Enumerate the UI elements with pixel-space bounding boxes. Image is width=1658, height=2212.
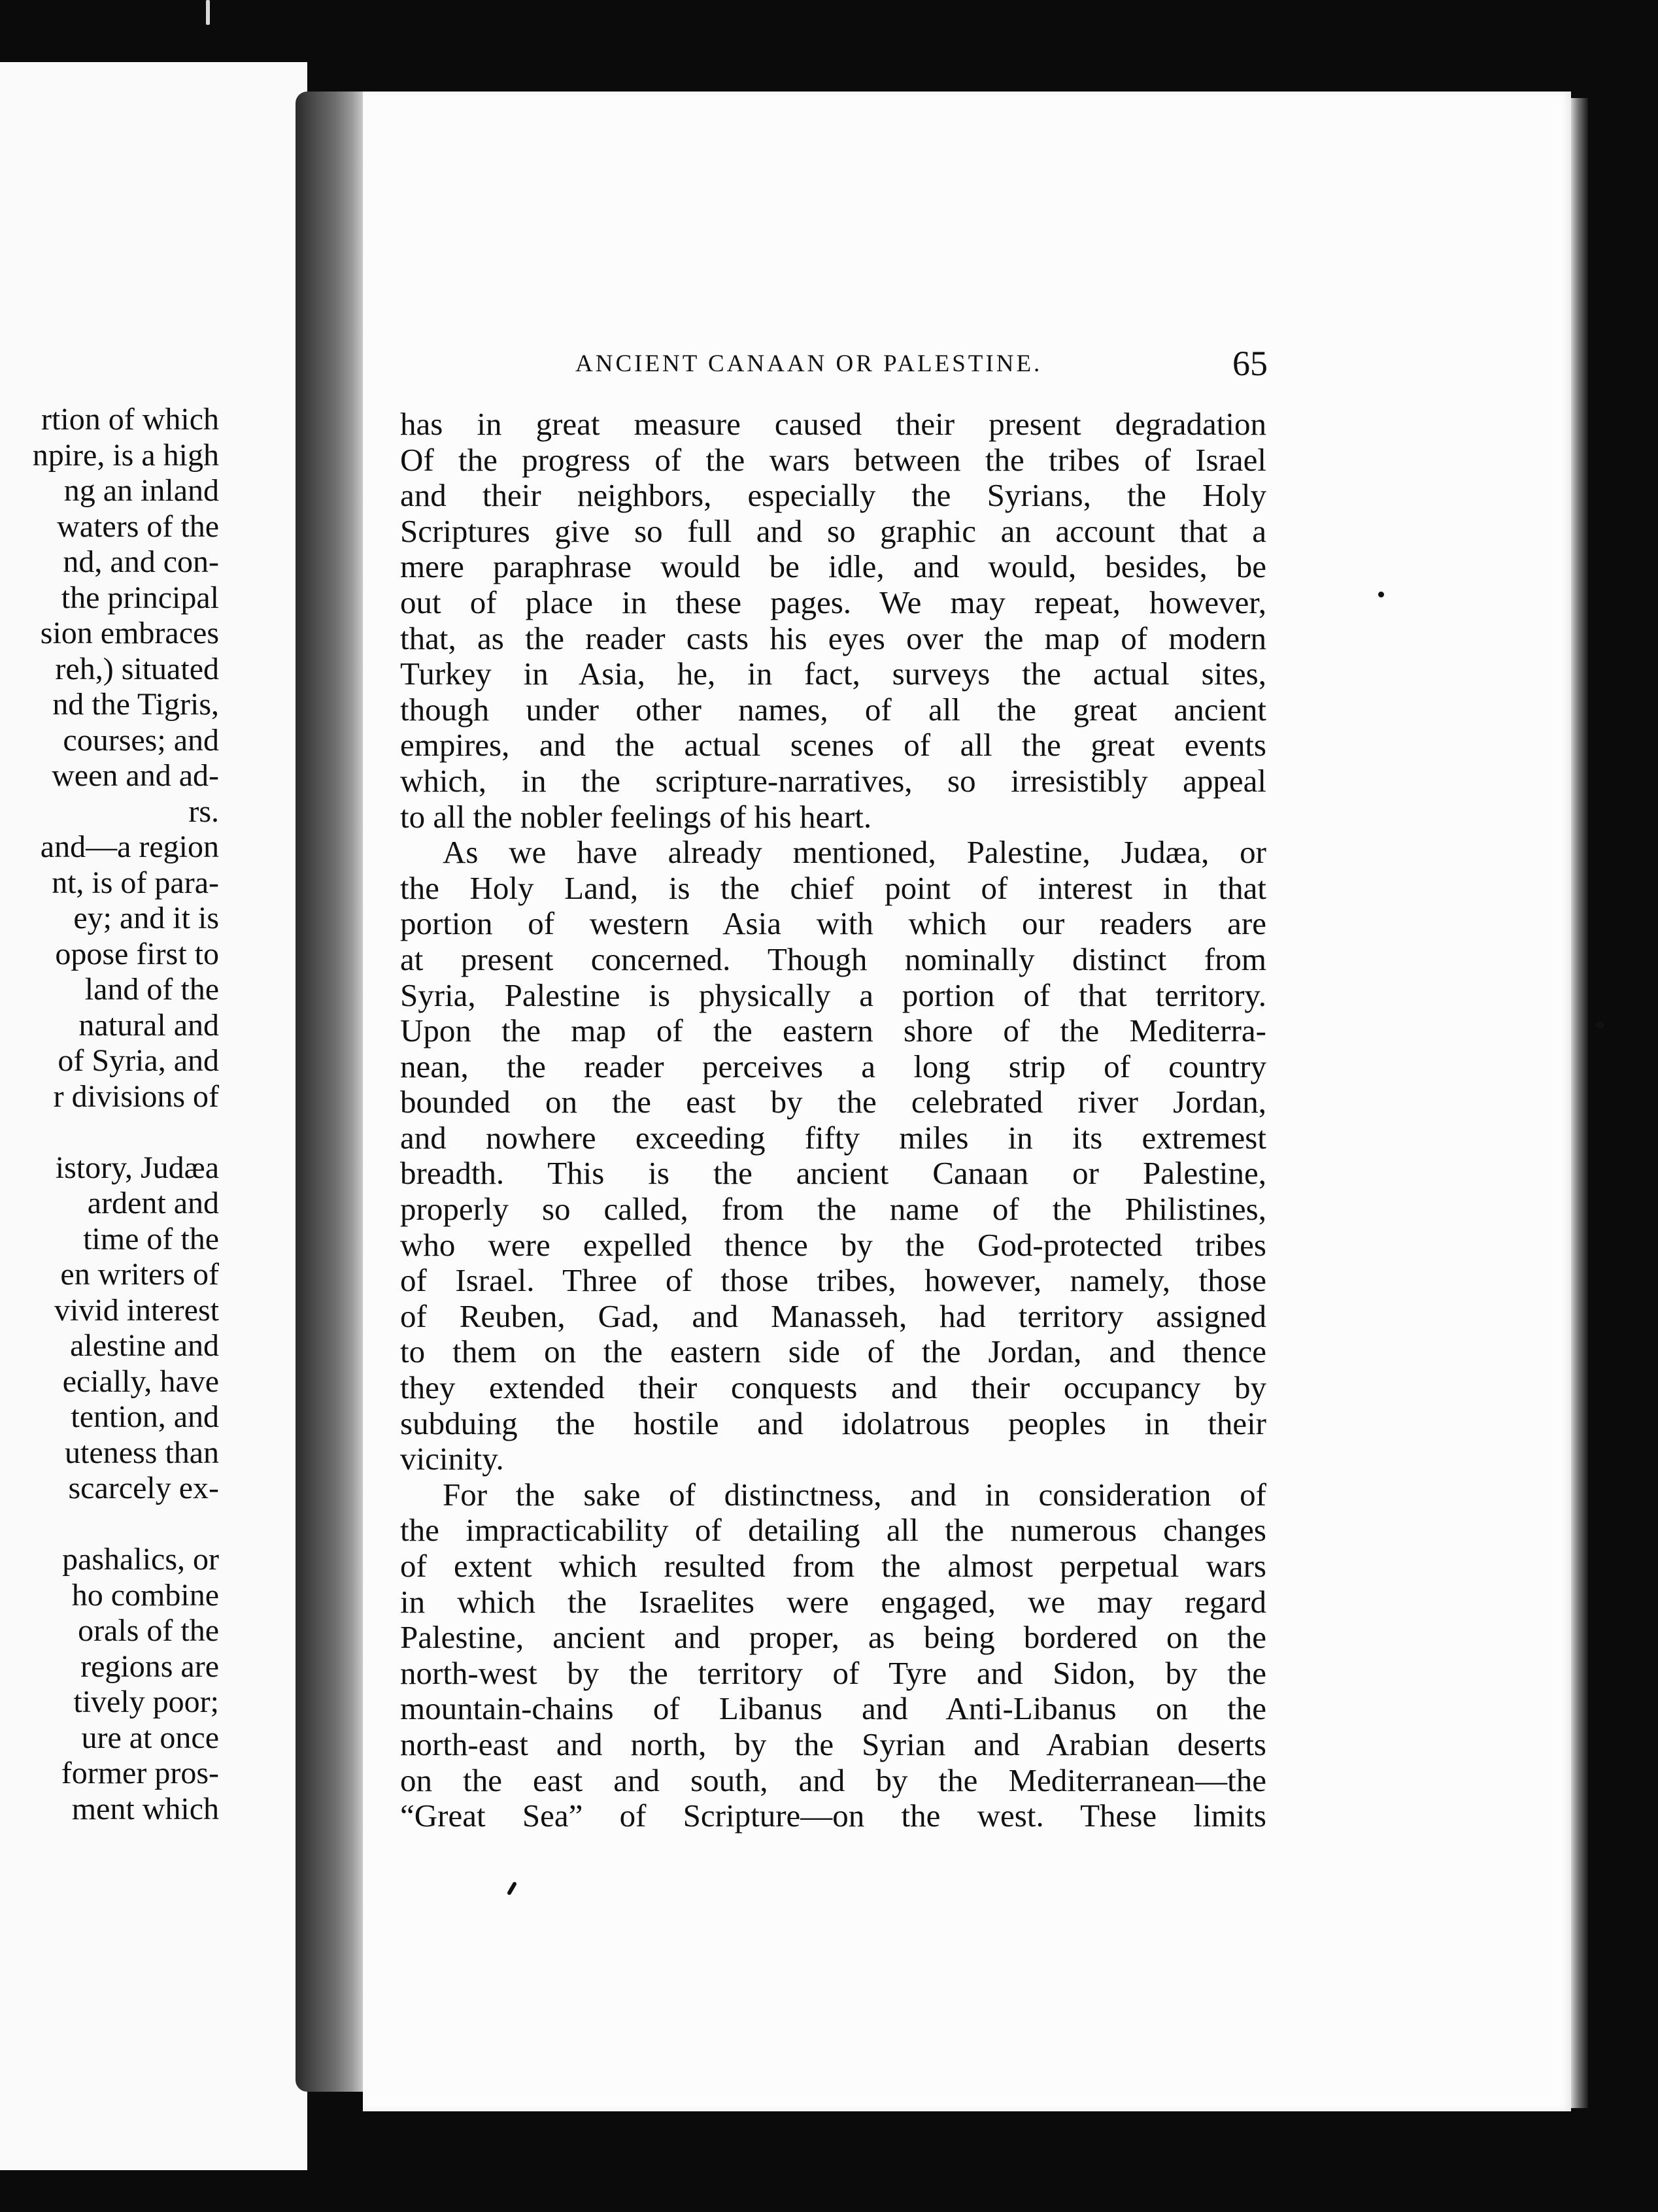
text-line: As we have already mentioned, Palestine, Judæa, or bbox=[443, 834, 1266, 871]
text-line: Upon the map of the eastern shore of the Mediterra- bbox=[400, 1013, 1266, 1049]
text-line: tively poor; bbox=[73, 1684, 219, 1719]
text-line: pashalics, or bbox=[62, 1542, 219, 1577]
text-line: at present concerned. Though nominally distinct from bbox=[400, 941, 1266, 977]
left-page bbox=[0, 62, 307, 2170]
text-line: though under other names, of all the great ancient bbox=[400, 691, 1266, 728]
text-line: of Syria, and bbox=[58, 1043, 219, 1078]
text-line: nt, is of para- bbox=[52, 865, 219, 900]
text-line: mere paraphrase would be idle, and would, besides, be bbox=[400, 548, 1266, 585]
text-line: in which the Israelites were engaged, we may regard bbox=[400, 1583, 1266, 1620]
text-line: ho combine bbox=[71, 1577, 219, 1613]
text-line: Syria, Palestine is physically a portion of that territory. bbox=[400, 977, 1266, 1013]
text-line: waters of the bbox=[57, 509, 219, 544]
text-line: former pros- bbox=[61, 1756, 219, 1790]
page-edge-shadow bbox=[1571, 98, 1588, 2108]
text-line: of Reuben, Gad, and Manasseh, had territory assigned bbox=[400, 1298, 1266, 1334]
text-line: opose first to bbox=[55, 936, 219, 971]
text-line: ardent and bbox=[87, 1186, 219, 1220]
text-line: and nowhere exceeding fifty miles in its extremest bbox=[400, 1119, 1266, 1156]
text-line: Palestine, ancient and proper, as being bordered on the bbox=[400, 1619, 1266, 1656]
text-line: on the east and south, and by the Mediterranean—the bbox=[400, 1762, 1266, 1798]
text-line: who were expelled thence by the God-protected tribes bbox=[400, 1226, 1266, 1263]
text-line: courses; and bbox=[63, 722, 219, 758]
text-line: portion of western Asia with which our readers are bbox=[400, 905, 1266, 942]
text-line: rtion of which bbox=[41, 402, 219, 437]
book-gutter-shadow bbox=[296, 92, 366, 2092]
text-line: the principal bbox=[61, 580, 219, 615]
text-line bbox=[0, 1507, 219, 1543]
text-line: land of the bbox=[84, 972, 219, 1007]
text-line: ng an inland bbox=[63, 473, 219, 508]
text-line: north-west by the territory of Tyre and Sidon, by the bbox=[400, 1654, 1266, 1691]
text-line: sion embraces bbox=[40, 616, 219, 650]
text-line: For the sake of distinctness, and in consideration of bbox=[443, 1476, 1266, 1513]
text-line: Of the progress of the wars between the tribes of Israel bbox=[400, 441, 1266, 478]
text-line: ecially, have bbox=[62, 1364, 219, 1399]
text-line: istory, Judæa bbox=[55, 1150, 219, 1185]
text-line: nean, the reader perceives a long strip of country bbox=[400, 1048, 1266, 1084]
text-line: npire, is a high bbox=[32, 437, 219, 473]
text-line: scarcely ex- bbox=[68, 1471, 219, 1505]
text-line: ure at once bbox=[81, 1720, 219, 1755]
text-line: time of the bbox=[83, 1221, 219, 1256]
text-line: subduing the hostile and idolatrous peoples in their bbox=[400, 1405, 1266, 1441]
text-line: “Great Sea” of Scripture—on the west. These limits bbox=[400, 1798, 1266, 1834]
text-line: they extended their conquests and their occupancy by bbox=[400, 1369, 1266, 1406]
right-page-text bbox=[400, 407, 1266, 1834]
text-line: that, as the reader casts his eyes over the map of modern bbox=[400, 620, 1266, 656]
text-line: nd, and con- bbox=[63, 545, 219, 579]
text-line: and—a region bbox=[40, 830, 219, 864]
text-line: bounded on the east by the celebrated river Jordan, bbox=[400, 1084, 1266, 1120]
text-line: the impracticability of detailing all the numerous changes bbox=[400, 1512, 1266, 1549]
text-line: which, in the scripture-narratives, so irresistibly appeal bbox=[400, 762, 1266, 799]
scan-speck bbox=[206, 0, 210, 25]
running-head: ANCIENT CANAAN OR PALESTINE. bbox=[575, 350, 1043, 377]
text-line: Scriptures give so full and so graphic an account that a bbox=[400, 512, 1266, 549]
text-line: out of place in these pages. We may repeat, however, bbox=[400, 584, 1266, 620]
text-line: Turkey in Asia, he, in fact, surveys the actual sites, bbox=[400, 656, 1266, 692]
text-line: ey; and it is bbox=[73, 901, 219, 935]
text-line: breadth. This is the ancient Canaan or Palestine, bbox=[400, 1155, 1266, 1192]
text-line: north-east and north, by the Syrian and Arabian deserts bbox=[400, 1726, 1266, 1762]
text-line: mountain-chains of Libanus and Anti-Libanus on the bbox=[400, 1690, 1266, 1727]
text-line: to them on the eastern side of the Jordan, and thence bbox=[400, 1333, 1266, 1370]
text-line: natural and bbox=[78, 1007, 219, 1043]
text-line: the Holy Land, is the chief point of interest in that bbox=[400, 869, 1266, 906]
scan-speck bbox=[1378, 592, 1384, 597]
scan-speck bbox=[1595, 1022, 1604, 1028]
text-line: en writers of bbox=[60, 1257, 219, 1292]
left-page-text bbox=[0, 402, 219, 1827]
text-line: of extent which resulted from the almost perpetual wars bbox=[400, 1548, 1266, 1584]
text-line: nd the Tigris, bbox=[52, 687, 219, 722]
text-line: alestine and bbox=[70, 1328, 219, 1363]
text-line: regions are bbox=[80, 1649, 219, 1684]
text-line bbox=[0, 1114, 219, 1150]
text-line: to all the nobler feelings of his heart. bbox=[400, 798, 872, 835]
page-number: 65 bbox=[1232, 344, 1268, 383]
text-line: tention, and bbox=[71, 1399, 219, 1434]
text-line: vivid interest bbox=[54, 1292, 219, 1328]
text-line: of Israel. Three of those tribes, however, namely, those bbox=[400, 1262, 1266, 1299]
text-line: properly so called, from the name of the Philistines, bbox=[400, 1191, 1266, 1228]
text-line: has in great measure caused their present degradation bbox=[400, 406, 1266, 442]
text-line: vicinity. bbox=[400, 1441, 504, 1477]
text-line: ween and ad- bbox=[52, 758, 219, 793]
text-line: uteness than bbox=[65, 1435, 219, 1470]
text-line: orals of the bbox=[78, 1613, 219, 1648]
text-line: r divisions of bbox=[53, 1079, 219, 1114]
text-line: reh,) situated bbox=[55, 651, 219, 686]
text-line: and their neighbors, especially the Syrians, the Holy bbox=[400, 477, 1266, 514]
text-line: ment which bbox=[71, 1791, 219, 1826]
text-line: empires, and the actual scenes of all the great events bbox=[400, 727, 1266, 763]
text-line: rs. bbox=[188, 794, 219, 829]
